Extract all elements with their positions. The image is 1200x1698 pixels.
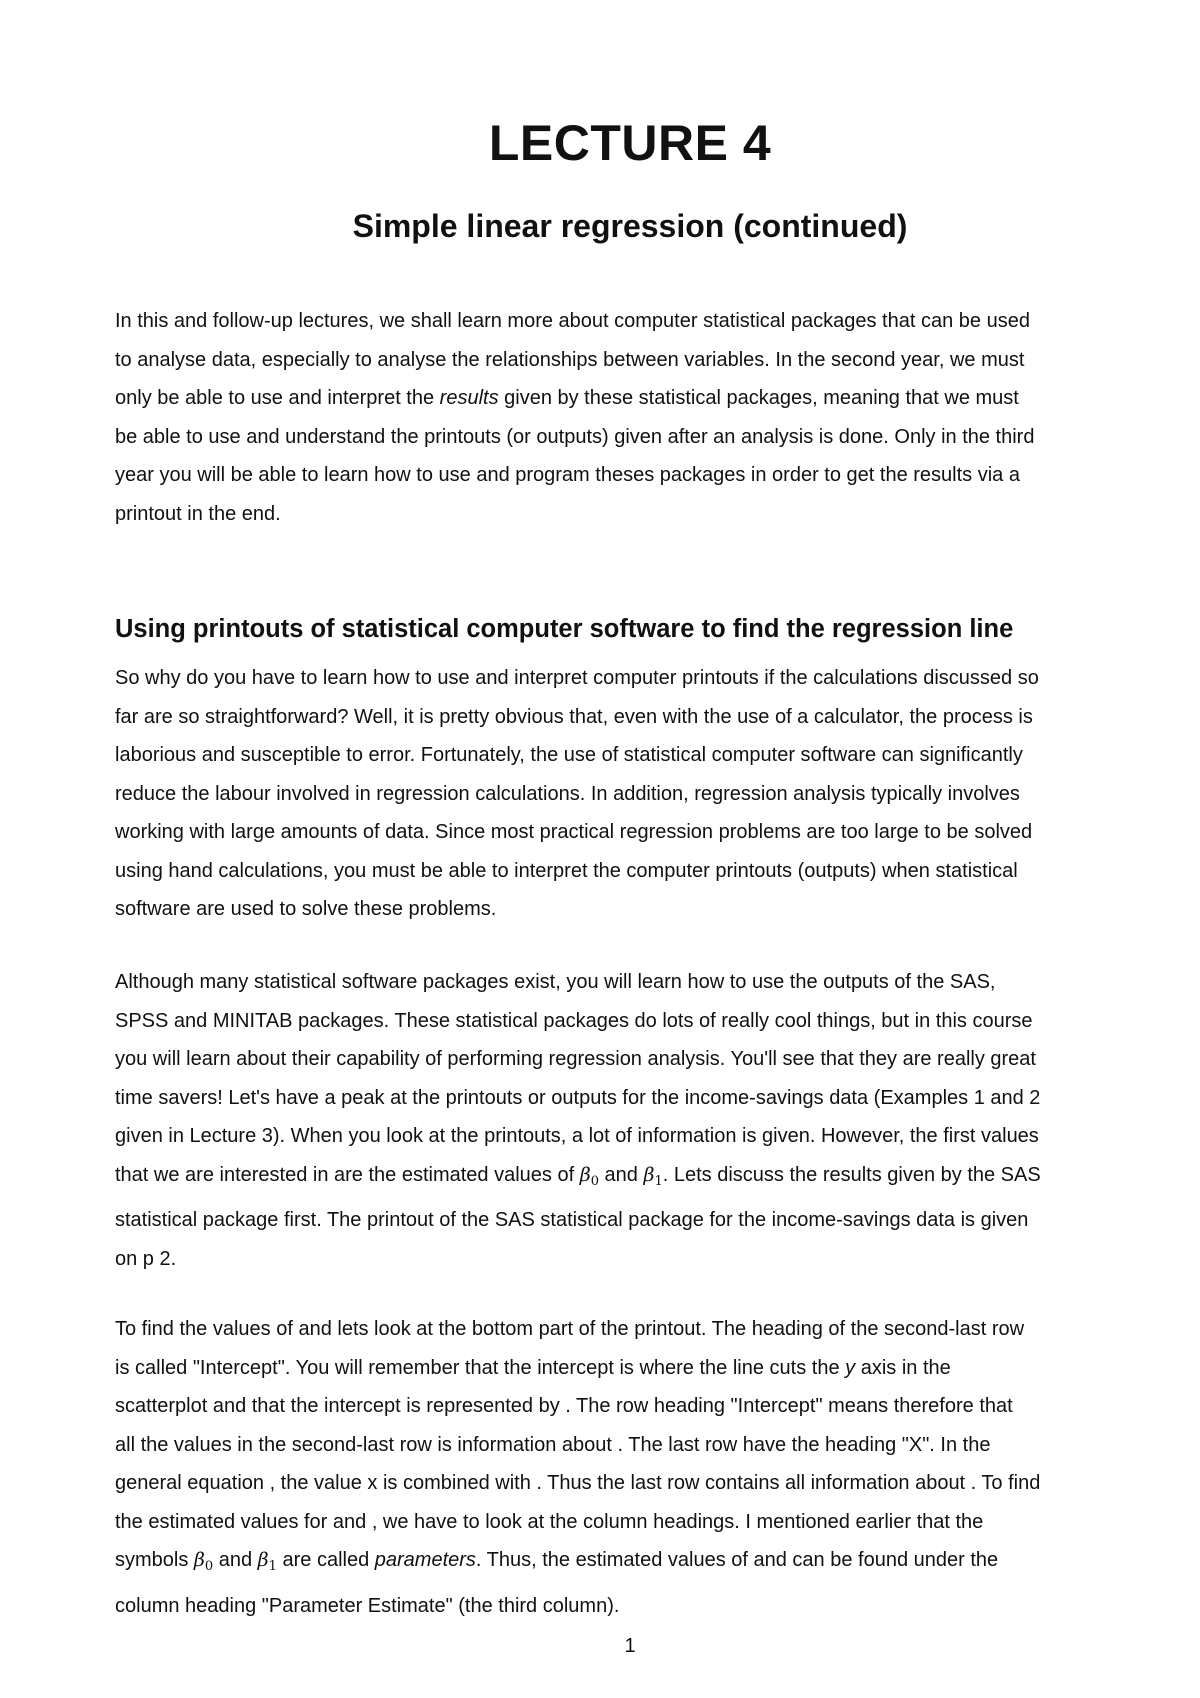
para1-line-7: software are used to solve these problems.	[115, 898, 497, 920]
para3-line-1: To find the values of and lets look at the bottom part of the printout. The heading of the second-last row	[115, 1318, 1025, 1340]
intro-line-3	[115, 379, 1145, 418]
para2-line-8: on p 2.	[115, 1247, 177, 1270]
intro-line-4: be able to use and understand the printouts (or outputs) given after an analysis is done. Only in the third	[115, 425, 1035, 448]
page-number: 1	[624, 1635, 636, 1657]
para1-line-3: laborious and susceptible to error. Fortunately, the use of statistical computer software can significantly	[115, 744, 1023, 766]
intro-line-3-emphasis: results	[439, 387, 499, 409]
para2-line-2: SPSS and MINITAB packages. These statistical packages do lots of really cool things, but in this course	[115, 1009, 1033, 1032]
para1-line-5: working with large amounts of data. Since most practical regression problems are too large to be solved	[115, 821, 1033, 843]
beta-glyph: β	[643, 1163, 655, 1186]
beta-0-symbol	[579, 1163, 599, 1189]
para3-line-2-b: axis in the	[855, 1356, 951, 1379]
intro-line-5: year you will be able to learn how to use and program theses packages in order to get the results via a	[115, 464, 1020, 486]
lecture-subtitle: Simple linear regression (continued)	[352, 208, 908, 244]
para1-line-6: using hand calculations, you must be able to interpret the computer printouts (outputs) when statistical	[115, 859, 1018, 882]
para3-line-5: general equation , the value x is combined with . Thus the last row contains all information about . To find	[115, 1472, 1041, 1494]
para2-line-5: given in Lecture 3). When you look at the printouts, a lot of information is given. However, the first values	[115, 1125, 1039, 1147]
para3-line-6: the estimated values for and , we have to look at the column headings. I mentioned earlier that the	[115, 1510, 984, 1533]
para2-line-6-b: . Lets discuss the results given by the SAS	[662, 1163, 1041, 1186]
para1-line-1: So why do you have to learn how to use and interpret computer printouts if the calculations discussed so	[115, 667, 1039, 689]
para1-line-2: far are so straightforward? Well, it is pretty obvious that, even with the use of a calculator, the process is	[115, 705, 1033, 728]
intro-paragraph	[115, 302, 1145, 533]
intro-line-2: to analyse data, especially to analyse the relationships between variables. In the second year, we must	[115, 348, 1025, 371]
intro-line-3-b: given by these statistical packages, meaning that we must	[498, 387, 1019, 409]
para2-line-6	[115, 1156, 1145, 1202]
para2-line-6-a: that we are interested in are the estimated values of	[115, 1163, 580, 1186]
para3-line-7-mid: and	[213, 1549, 258, 1571]
beta-subscript-1: 1	[654, 1173, 663, 1189]
beta-glyph: β	[579, 1163, 591, 1186]
para3-line-2-emphasis: y	[845, 1356, 856, 1379]
beta-subscript-1: 1	[268, 1559, 277, 1574]
para3-line-2-a: is called "Intercept". You will remember that the intercept is where the line cuts the	[115, 1356, 846, 1379]
parameters-emphasis: parameters	[374, 1549, 476, 1571]
para3-line-8: column heading "Parameter Estimate" (the third column).	[115, 1594, 620, 1617]
section-paragraph-3	[115, 1310, 1145, 1625]
beta-subscript-0: 0	[204, 1559, 214, 1574]
para2-line-3: you will learn about their capability of performing regression analysis. You'll see that they are really great	[115, 1048, 1036, 1070]
para3-line-4: all the values in the second-last row is information about . The last row have the heading "X". In the	[115, 1433, 991, 1456]
para2-line-1: Although many statistical software packages exist, you will learn how to use the outputs of the SAS,	[115, 971, 996, 993]
section-paragraph-2	[115, 963, 1145, 1278]
lecture-title: LECTURE 4	[488, 115, 772, 171]
para3-line-2	[115, 1349, 1145, 1388]
para2-line-7: statistical package first. The printout of the SAS statistical package for the income-savings data is given	[115, 1209, 1029, 1231]
beta-1-symbol	[643, 1163, 663, 1189]
intro-line-6: printout in the end.	[115, 502, 281, 525]
section-heading: Using printouts of statistical computer software to find the regression line	[115, 615, 1014, 643]
para3-line-3: scatterplot and that the intercept is represented by . The row heading "Intercept" means therefore that	[115, 1395, 1013, 1417]
para3-line-7-b: are called	[276, 1549, 375, 1571]
beta-glyph: β	[257, 1549, 269, 1571]
para2-line-6-mid: and	[598, 1163, 644, 1186]
para3-line-7-c: . Thus, the estimated values of and can be found under the	[475, 1549, 999, 1571]
intro-line-3-a: only be able to use and interpret the	[115, 387, 440, 409]
para2-line-4: time savers! Let's have a peak at the printouts or outputs for the income-savings data (Examples 1 and 2	[115, 1086, 1041, 1109]
beta-subscript-0: 0	[590, 1173, 599, 1189]
beta-1-symbol	[257, 1549, 277, 1574]
para3-line-7	[115, 1541, 1145, 1587]
beta-0-symbol	[193, 1549, 214, 1574]
beta-glyph: β	[193, 1549, 205, 1571]
intro-line-1: In this and follow-up lectures, we shall learn more about computer statistical packages that can be used	[115, 310, 1030, 332]
para3-line-7-a: symbols	[115, 1549, 194, 1571]
section-paragraph-1	[115, 659, 1145, 929]
para1-line-4: reduce the labour involved in regression calculations. In addition, regression analysis typically involves	[115, 782, 1020, 805]
